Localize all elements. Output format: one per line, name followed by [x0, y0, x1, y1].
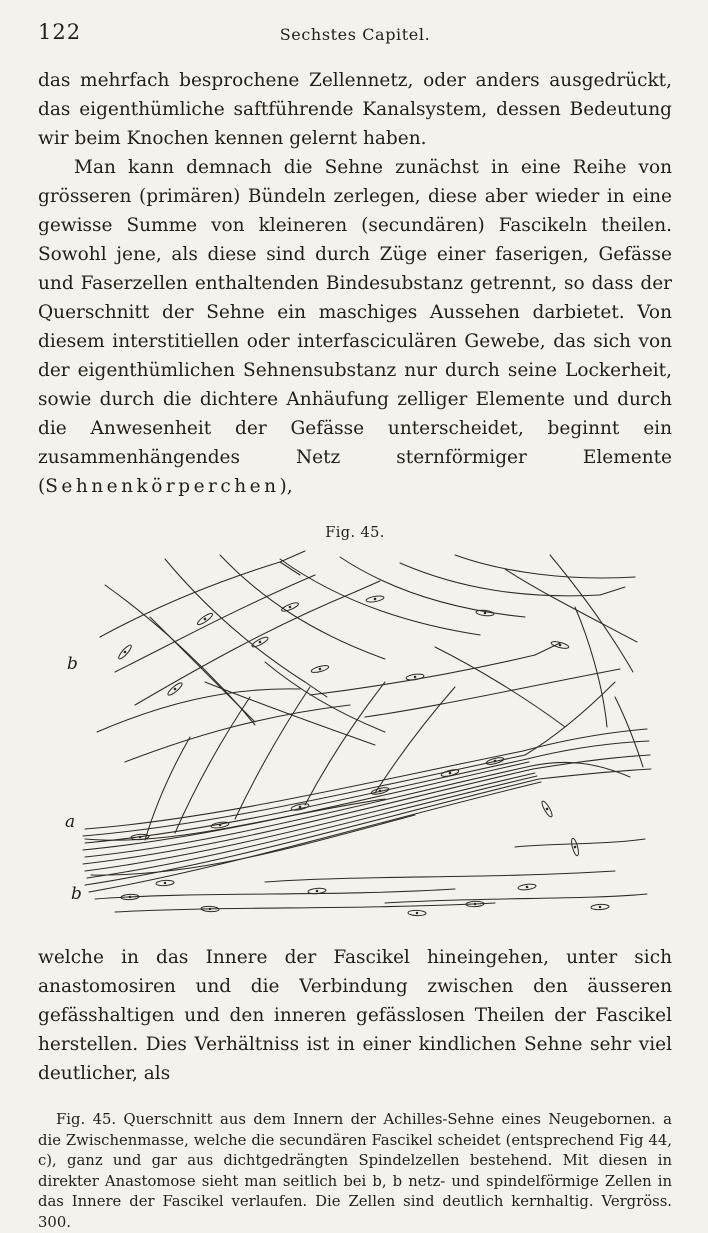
figure-label-b-bottom: b [71, 884, 82, 904]
page-header [38, 20, 672, 54]
paragraph-2-end: ), [279, 476, 293, 497]
paragraph-2-main: Man kann demnach die Sehne zunächst in eine Reihe von grösseren (primären) Bündeln zerlegen, diese aber wieder in eine gewisse Summe von kleineren (secundären) Fascikeln theilen. Sowohl jene, als diese sind durch Züge einer faserigen, Gefässe und Faserzellen enthaltenden Bindesubstanz getrennt, so dass der Querschnitt der Sehne ein maschiges Aussehen darbietet. Von diesem interstitiellen oder interfasciculären Gewebe, das sich von der eigenthümlichen Sehnensubstanz nur durch seine Lockerheit, sowie durch die dichtere Anhäufung zelliger Elemente und durch die Anwesenheit der Gefässe unterscheidet, beginnt ein zusammenhängendes Netz sternförmiger Elemente ( [38, 157, 672, 497]
body-text [38, 66, 672, 501]
page-number: 122 [38, 20, 82, 44]
figure-label-b-top: b [67, 654, 78, 674]
figure-illustration [55, 547, 655, 919]
figure-caption: Fig. 45. Querschnitt aus dem Innern der Achilles-Sehne eines Neugebornen. a die Zwischenmasse, welche die secundären Fascikel scheidet (entsprechend Fig 44, c), ganz und gar aus dichtgedrängten Spindelzellen bestehend. Mit diesen in direkter Anastomose sieht man seitlich bei b, b netz- und spindelförmige Zellen in das Innere der Fascikel verlaufen. Die Zellen sind deutlich kernhaltig. Vergröss. 300. [38, 1111, 672, 1231]
fiber-bundle-a [83, 682, 651, 892]
figure-45 [38, 525, 672, 919]
figure-label-a: a [65, 812, 76, 832]
paragraph-3: welche in das Innere der Fascikel hineingehen, unter sich anastomosiren und die Verbindung zwischen den äusseren gefässhaltigen und den inneren gefässlosen Theilen der Fascikel herstellen. Dies Verhältniss ist in einer kindlichen Sehne sehr viel deutlicher, als [38, 947, 672, 1084]
upper-cell-network [97, 551, 643, 767]
figure-title: Fig. 45. [325, 525, 385, 541]
body-text-after-figure [38, 943, 672, 1088]
paragraph-1: das mehrfach besprochene Zellennetz, oder anders ausgedrückt, das eigenthümliche saftführende Kanalsystem, dessen Bedeutung wir beim Knochen kennen gelernt haben. [38, 70, 672, 149]
chapter-title: Sechstes Capitel. [279, 25, 431, 44]
paragraph-2-spaced-term: Sehnenkörperchen [45, 476, 280, 497]
paragraph-2 [38, 153, 672, 501]
